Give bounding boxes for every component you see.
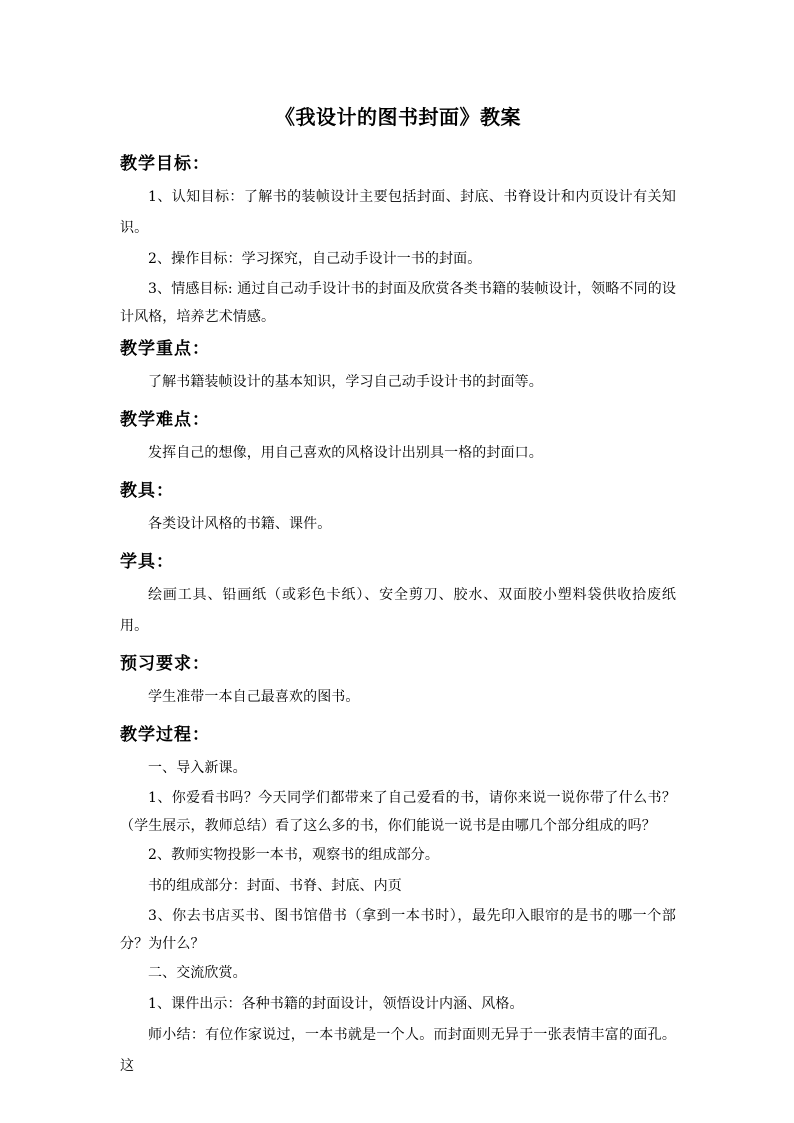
heading-key-points: 教学重点： [120, 339, 210, 359]
heading-learning-tools: 学具： [120, 552, 174, 572]
heading-difficulties: 教学难点： [120, 410, 210, 430]
difficulties-text: 发挥自己的想像，用自己喜欢的风格设计出别具一格的封面口。 [148, 445, 543, 461]
process-item: 1、课件出示：各种书籍的封面设计，领悟设计内涵、风格。 [148, 996, 524, 1012]
heading-preview: 预习要求： [120, 654, 210, 674]
document-body [120, 102, 676, 1082]
objective-item: 1、认知目标：了解书的装帧设计主要包括封面、封底、书脊设计和内页设计有关知识。 [120, 189, 676, 236]
preview-text: 学生准带一本自己最喜欢的图书。 [148, 689, 360, 705]
process-item: 书的组成部分：封面、书脊、封底、内页 [148, 878, 402, 894]
teaching-aids-text: 各类设计风格的书籍、课件。 [148, 516, 332, 532]
learning-tools-text: 绘画工具、铅画纸（或彩色卡纸）、安全剪刀、胶水、双面胶小塑料袋供收拾废纸用。 [120, 587, 676, 634]
heading-process: 教学过程： [120, 725, 210, 745]
process-item: 1、你爱看书吗？今天同学们都带来了自己爱看的书，请你来说一说你带了什么书？（学生展示，教师总结）看了这么多的书，你们能说一说书是由哪几个部分组成的吗？ [120, 790, 676, 834]
process-item: 二、交流欣赏。 [148, 965, 247, 981]
process-item: 3、你去书店买书、图书馆借书（拿到一本书时），最先印入眼帘的是书的哪一个部分？为什么？ [120, 908, 676, 952]
key-points-text: 了解书籍装帧设计的基本知识，学习自己动手设计书的封面等。 [148, 374, 543, 390]
heading-teaching-aids: 教具： [120, 481, 174, 501]
objective-item: 2、操作目标：学习探究，自己动手设计一书的封面。 [148, 251, 482, 267]
document-title: 《我设计的图书封面》教案 [275, 105, 521, 129]
process-item: 一、导入新课。 [148, 760, 247, 776]
process-item: 2、教师实物投影一本书，观察书的组成部分。 [148, 847, 440, 863]
process-item: 师小结：有位作家说过，一本书就是一个人。而封面则无异于一张表情丰富的面孔。这 [120, 1027, 676, 1074]
heading-objectives: 教学目标： [120, 154, 210, 174]
objective-item: 3、情感目标: 通过自己动手设计书的封面及欣赏各类书籍的装帧设计，领略不同的设计风格，培养艺术情感。 [120, 281, 676, 325]
